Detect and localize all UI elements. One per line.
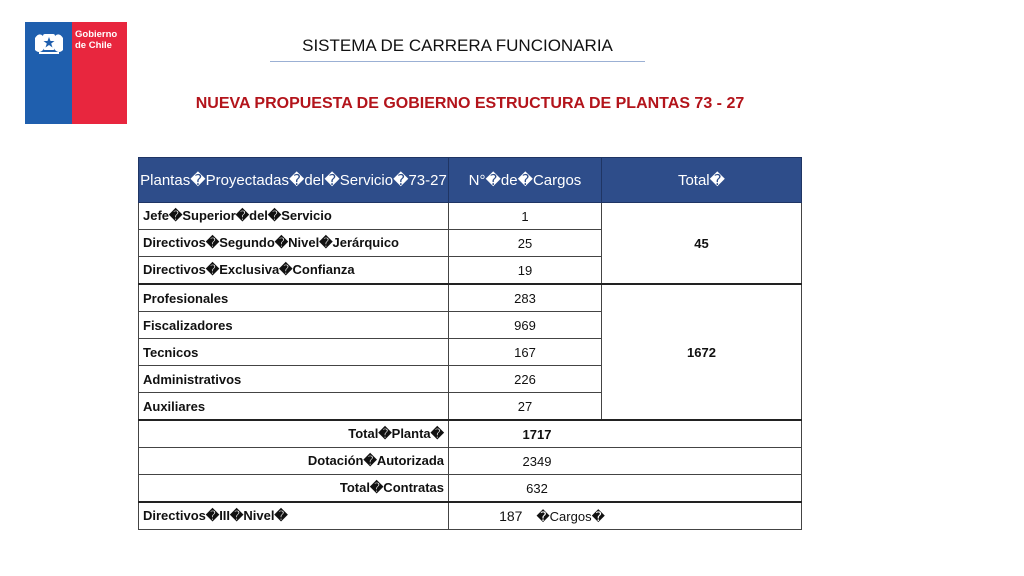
row-cargos: 283 [449, 284, 602, 312]
row-name: Administrativos [139, 366, 449, 393]
row-cargos: 226 [449, 366, 602, 393]
logo-blue-panel [25, 22, 72, 124]
logo-line-1: Gobierno [75, 29, 118, 40]
summary-value: 1717 [449, 420, 802, 448]
row-name: Profesionales [139, 284, 449, 312]
summary-label: Total�Contratas [139, 475, 449, 503]
summary-row-directivos-iii [139, 502, 802, 530]
directivos-unit: �Cargos� [536, 508, 605, 524]
summary-label: Dotación�Autorizada [139, 448, 449, 475]
row-name: Fiscalizadores [139, 312, 449, 339]
summary-row-dotacion [139, 448, 802, 475]
summary-value: 632 [449, 475, 802, 503]
summary-value: 2349 [449, 448, 802, 475]
row-name: Auxiliares [139, 393, 449, 421]
directivos-count: 187 [499, 507, 523, 524]
plantas-table [138, 157, 802, 530]
summary-row-contratas [139, 475, 802, 503]
page-subtitle: NUEVA PROPUESTA DE GOBIERNO ESTRUCTURA DE PLANTAS 73 - 27 [195, 95, 745, 112]
row-cargos: 1 [449, 203, 602, 230]
group-total-directivos: 45 [602, 203, 802, 285]
table-row [139, 203, 802, 230]
row-cargos: 25 [449, 230, 602, 257]
summary-row-total-planta [139, 420, 802, 448]
row-cargos: 27 [449, 393, 602, 421]
row-cargos: 167 [449, 339, 602, 366]
gobierno-de-chile-logo [25, 22, 127, 124]
summary-label: Total�Planta� [139, 420, 449, 448]
column-header-total: Total� [602, 158, 802, 203]
column-header-plantas: Plantas�Proyectadas�del�Servicio�73-27 [139, 158, 449, 203]
logo-line-2: de Chile [75, 40, 112, 51]
title-divider [270, 61, 645, 62]
page-title: SISTEMA DE CARRERA FUNCIONARIA [302, 36, 613, 55]
row-cargos: 19 [449, 257, 602, 285]
logo-text [75, 29, 117, 51]
summary-label: Directivos�III�Nivel� [139, 502, 449, 530]
row-name: Directivos�Exclusiva�Confianza [139, 257, 449, 285]
group-total-profesionales: 1672 [602, 284, 802, 420]
row-name: Tecnicos [139, 339, 449, 366]
summary-value-group [449, 502, 802, 530]
row-name: Directivos�Segundo�Nivel�Jerárquico [139, 230, 449, 257]
row-name: Jefe�Superior�del�Servicio [139, 203, 449, 230]
column-header-cargos: N°�de�Cargos [449, 158, 602, 203]
coat-of-arms-icon [31, 28, 67, 58]
table-row [139, 284, 802, 312]
row-cargos: 969 [449, 312, 602, 339]
table-header-row [139, 158, 802, 203]
